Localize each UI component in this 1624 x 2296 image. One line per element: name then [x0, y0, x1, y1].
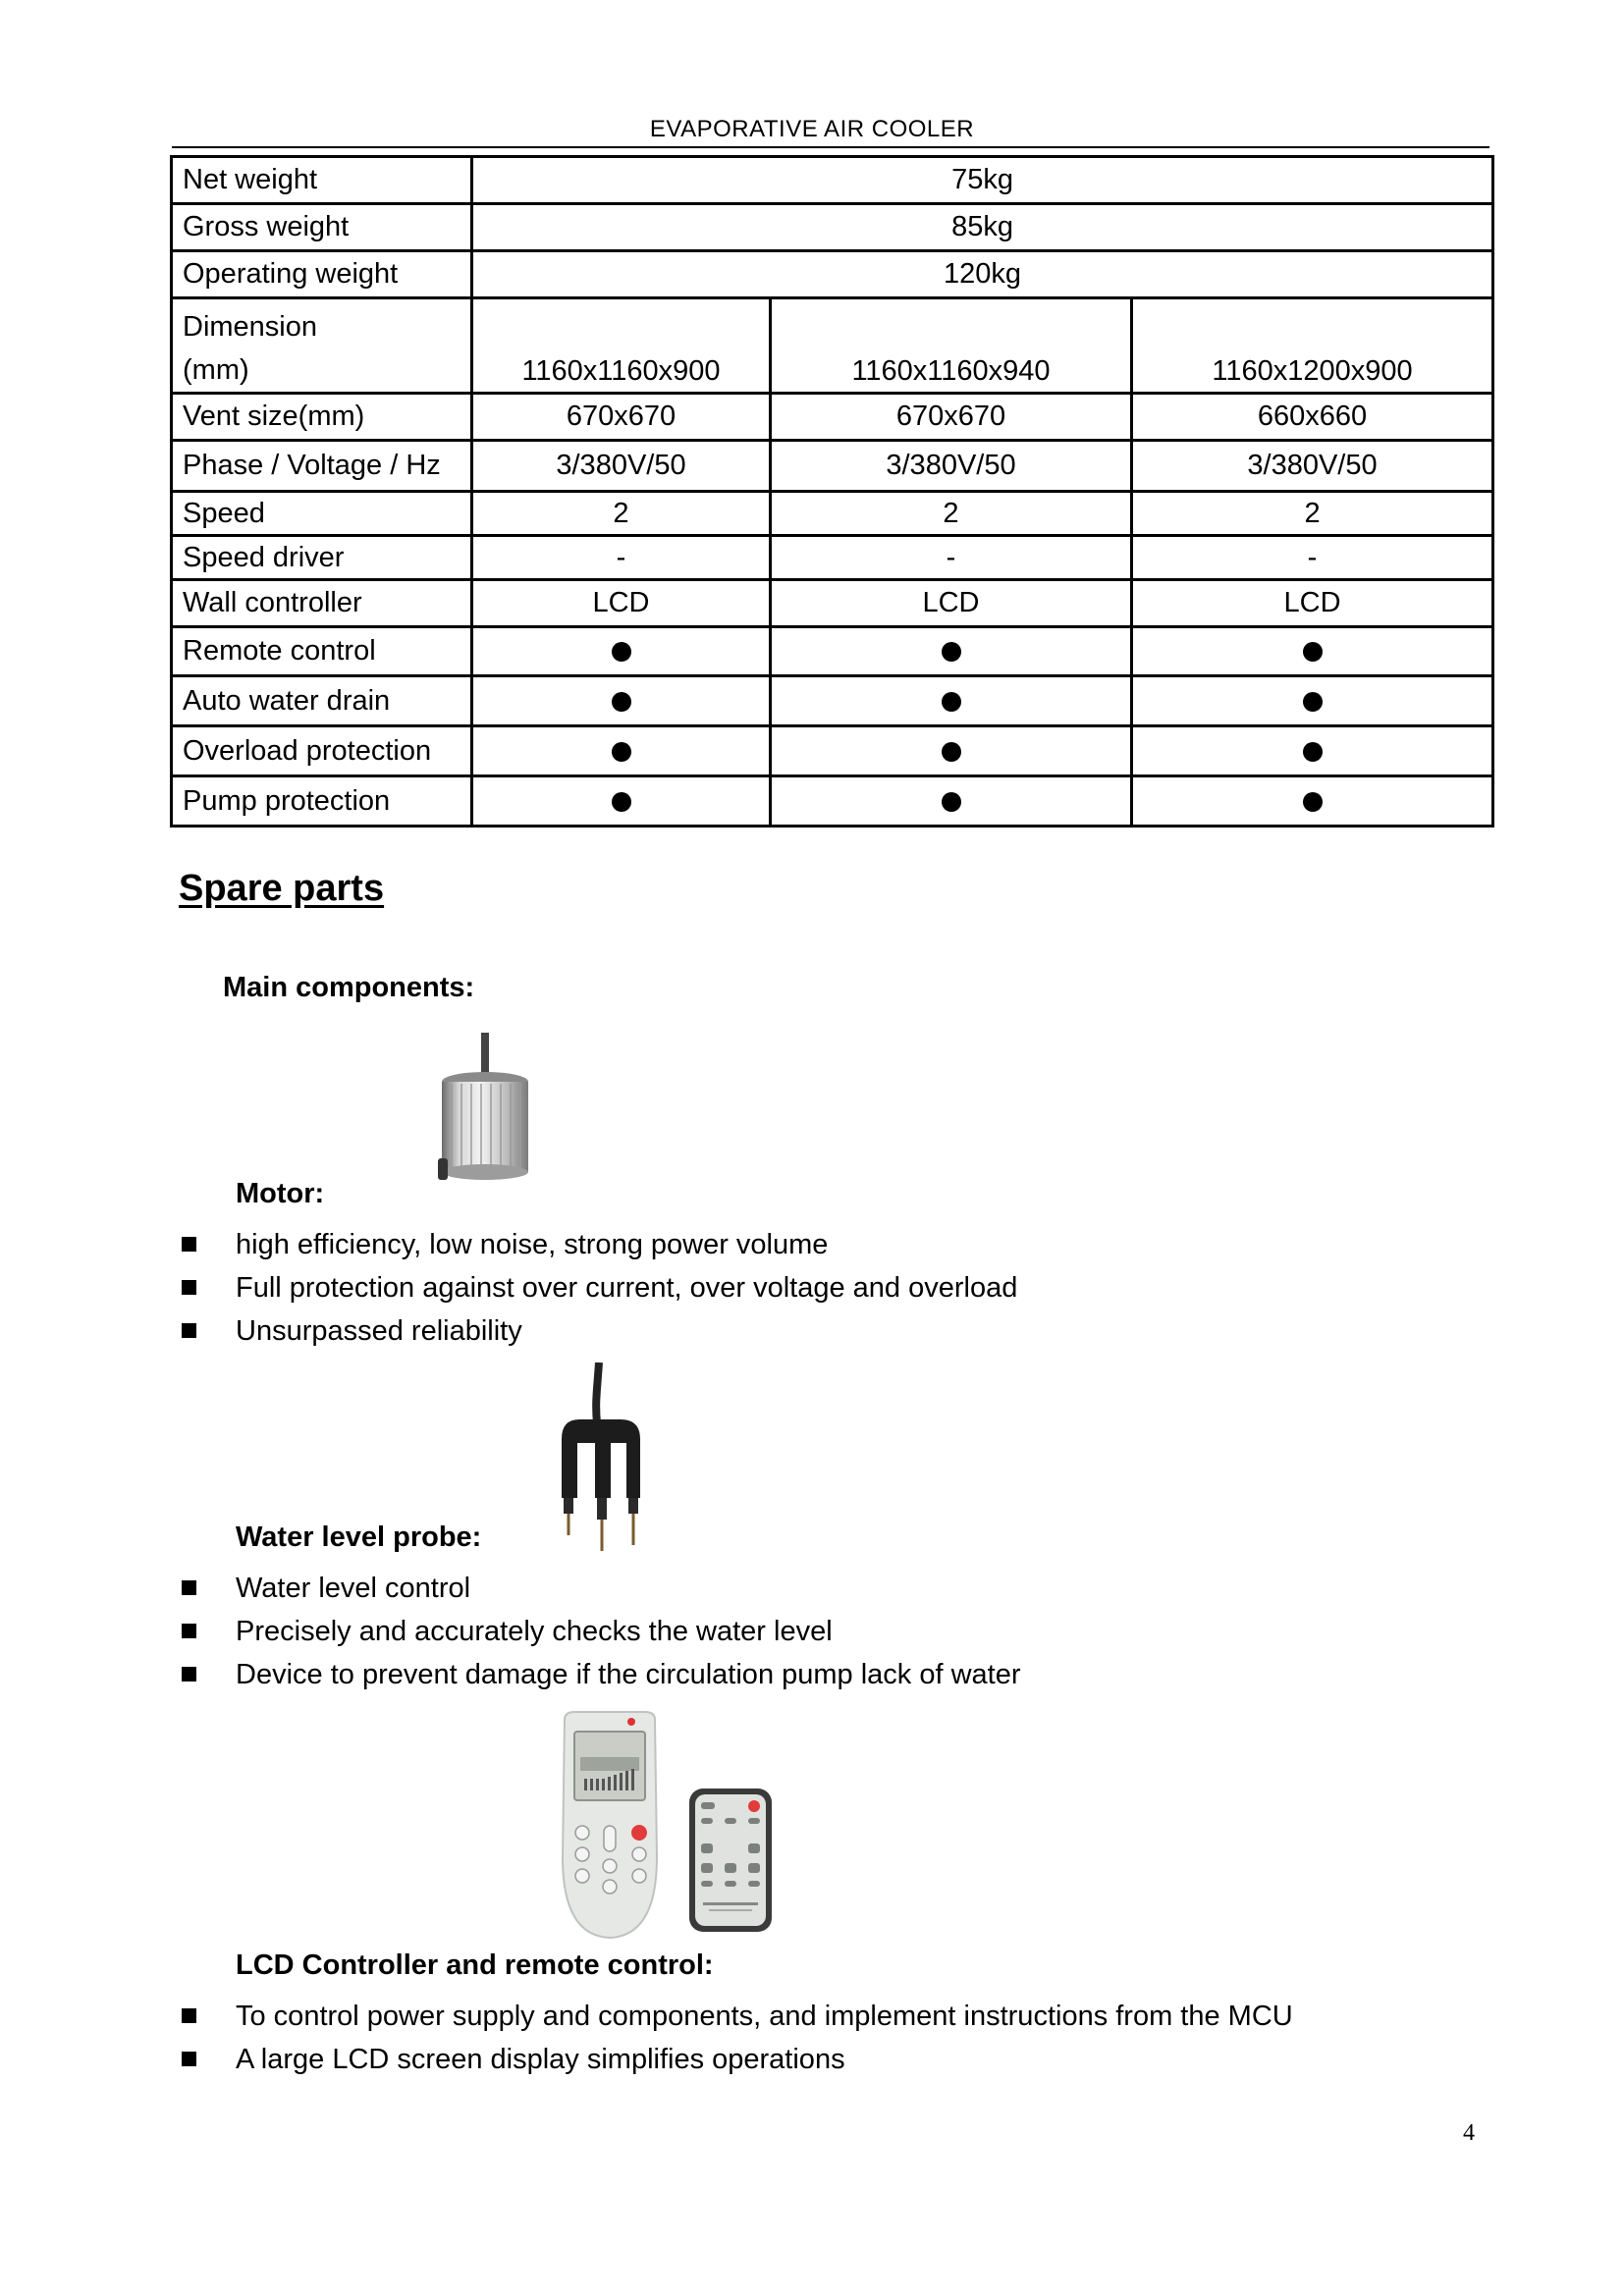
cell-value [771, 726, 1132, 776]
cell-value: 3/380V/50 [771, 441, 1132, 492]
spec-table [170, 155, 1494, 828]
filled-dot-icon [942, 792, 961, 812]
table-row [172, 726, 1493, 776]
row-label: Pump protection [172, 776, 472, 827]
filled-dot-icon [942, 692, 961, 712]
row-label-line: Dimension [183, 311, 317, 343]
cell-value [472, 726, 771, 776]
filled-dot-icon [612, 642, 631, 662]
row-label [172, 298, 472, 394]
cell-value: 3/380V/50 [1132, 441, 1493, 492]
cell-value: - [1132, 536, 1493, 580]
motor-bullets [179, 1223, 1017, 1353]
list-item-text: Device to prevent damage if the circulation pump lack of water [236, 1659, 1021, 1690]
cell-value: 670x670 [472, 394, 771, 441]
filled-dot-icon [1303, 692, 1323, 712]
lcd-controller-image [555, 1710, 665, 1942]
list-item [179, 1223, 1017, 1266]
water-level-probe-image [550, 1362, 658, 1554]
list-item [179, 1653, 1021, 1696]
table-row [172, 251, 1493, 298]
filled-dot-icon [942, 642, 961, 662]
row-label: Gross weight [172, 204, 472, 251]
list-item [179, 2038, 1293, 2081]
square-bullet-icon [182, 1580, 196, 1595]
list-item-text: Unsurpassed reliability [236, 1315, 522, 1347]
table-row [172, 536, 1493, 580]
cell-value: - [771, 536, 1132, 580]
table-row [172, 492, 1493, 536]
list-item-text: To control power supply and components, and implement instructions from the MCU [236, 2001, 1293, 2032]
row-label-line: (mm) [183, 354, 249, 386]
filled-dot-icon [942, 742, 961, 762]
cell-value [1132, 726, 1493, 776]
cell-value [771, 776, 1132, 827]
cell-value: 670x670 [771, 394, 1132, 441]
row-label: Speed driver [172, 536, 472, 580]
row-label: Vent size(mm) [172, 394, 472, 441]
row-label: Auto water drain [172, 676, 472, 726]
filled-dot-icon [612, 742, 631, 762]
filled-dot-icon [1303, 742, 1323, 762]
cell-value: LCD [771, 580, 1132, 627]
probe-label: Water level probe: [236, 1522, 482, 1553]
cell-value: 2 [472, 492, 771, 536]
page-number: 4 [1463, 2120, 1475, 2146]
list-item [179, 1567, 1021, 1610]
list-item-text: high efficiency, low noise, strong power volume [236, 1229, 829, 1260]
square-bullet-icon [182, 1624, 196, 1638]
cell-value [771, 676, 1132, 726]
table-row [172, 580, 1493, 627]
square-bullet-icon [182, 1280, 196, 1295]
list-item-text: A large LCD screen display simplifies operations [236, 2044, 845, 2075]
cell-value: LCD [1132, 580, 1493, 627]
row-label: Operating weight [172, 251, 472, 298]
cell-value [472, 676, 771, 726]
table-row [172, 627, 1493, 676]
cell-value: 1160x1160x940 [771, 298, 1132, 394]
table-row [172, 394, 1493, 441]
cell-value: 120kg [472, 251, 1493, 298]
row-label: Overload protection [172, 726, 472, 776]
row-label: Speed [172, 492, 472, 536]
filled-dot-icon [1303, 642, 1323, 662]
list-item [179, 1266, 1017, 1309]
cell-value: 2 [771, 492, 1132, 536]
cell-value [472, 776, 771, 827]
list-item [179, 1309, 1017, 1353]
lcd-controller-label: LCD Controller and remote control: [236, 1949, 714, 1981]
cell-value: - [472, 536, 771, 580]
cell-value: 660x660 [1132, 394, 1493, 441]
cell-value [472, 627, 771, 676]
row-label: Phase / Voltage / Hz [172, 441, 472, 492]
header-rule [172, 146, 1489, 148]
cell-value [1132, 776, 1493, 827]
filled-dot-icon [1303, 792, 1323, 812]
cell-value: 3/380V/50 [472, 441, 771, 492]
row-label: Wall controller [172, 580, 472, 627]
cell-value: 2 [1132, 492, 1493, 536]
list-item-text: Precisely and accurately checks the water level [236, 1616, 833, 1647]
table-row [172, 298, 1493, 394]
probe-bullets [179, 1567, 1021, 1696]
list-item-text: Water level control [236, 1573, 471, 1604]
square-bullet-icon [182, 1667, 196, 1682]
table-row [172, 676, 1493, 726]
cell-value [771, 627, 1132, 676]
cell-value [1132, 627, 1493, 676]
motor-label: Motor: [236, 1178, 325, 1209]
square-bullet-icon [182, 1323, 196, 1338]
remote-control-image [687, 1787, 776, 1934]
row-label: Net weight [172, 157, 472, 204]
cell-value [1132, 676, 1493, 726]
cell-value: 1160x1200x900 [1132, 298, 1493, 394]
row-label: Remote control [172, 627, 472, 676]
controller-bullets [179, 1995, 1293, 2081]
document-header-title: EVAPORATIVE AIR COOLER [649, 116, 975, 142]
cell-value: 85kg [472, 204, 1493, 251]
table-row [172, 157, 1493, 204]
table-row [172, 441, 1493, 492]
list-item-text: Full protection against over current, over voltage and overload [236, 1272, 1018, 1304]
square-bullet-icon [182, 2008, 196, 2023]
table-row [172, 776, 1493, 827]
cell-value: 1160x1160x900 [472, 298, 771, 394]
cell-value: LCD [472, 580, 771, 627]
list-item [179, 1995, 1293, 2038]
square-bullet-icon [182, 2052, 196, 2066]
table-row [172, 204, 1493, 251]
square-bullet-icon [182, 1237, 196, 1252]
motor-image [432, 1033, 540, 1190]
cell-value: 75kg [472, 157, 1493, 204]
subtitle-main-components: Main components: [223, 972, 475, 1003]
section-title-spare-parts: Spare parts [179, 868, 385, 909]
filled-dot-icon [612, 792, 631, 812]
filled-dot-icon [612, 692, 631, 712]
list-item [179, 1610, 1021, 1653]
